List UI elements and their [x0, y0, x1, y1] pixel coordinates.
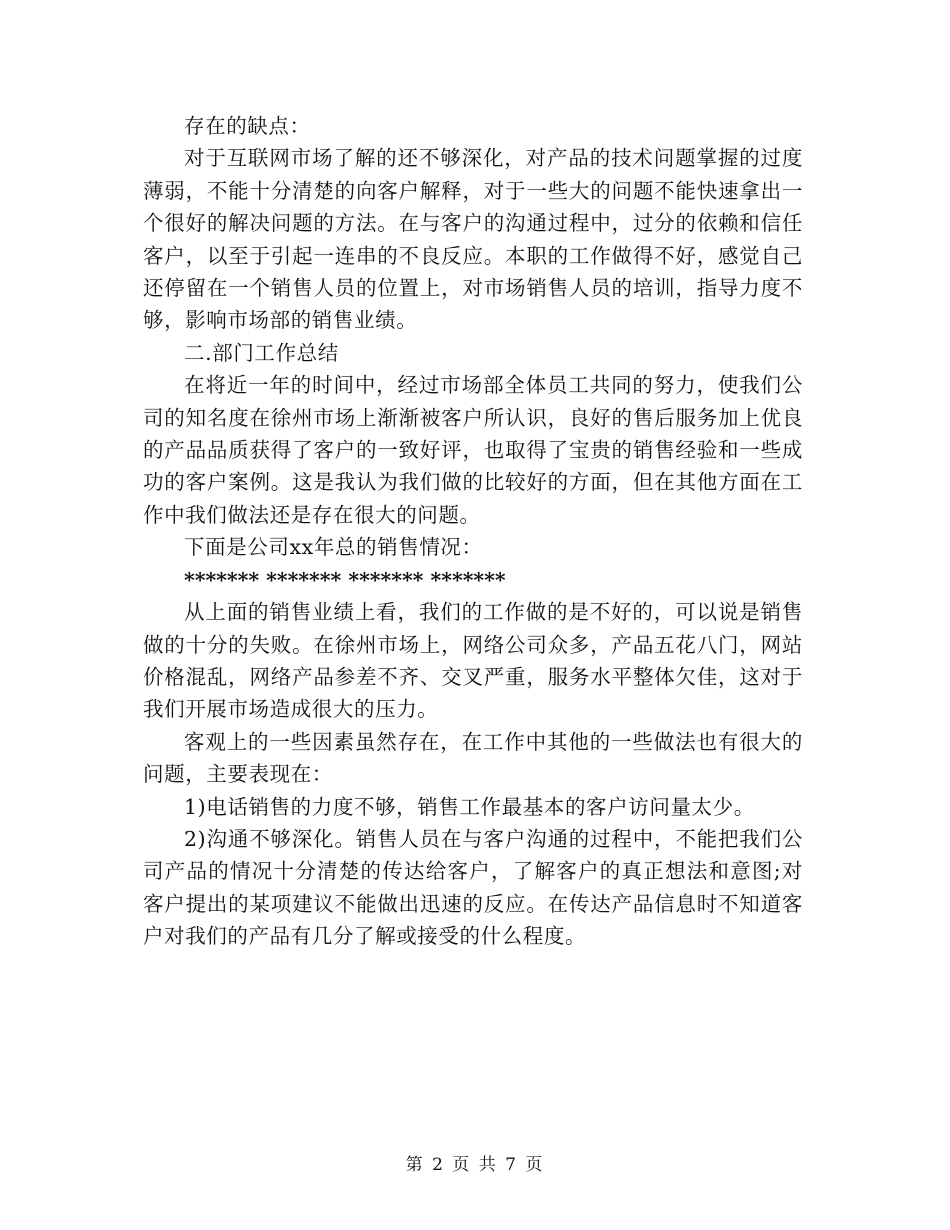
- paragraph-sales-intro: 下面是公司xx年总的销售情况：: [184, 535, 483, 560]
- paragraph-objective-factors: 客观上的一些因素虽然存在，在工作中其他的一些做法也有很大的问题，主要表现在：: [143, 729, 803, 787]
- paragraph-department-summary: 在将近一年的时间中，经过市场部全体员工共同的努力，使我们公司的知名度在徐州市场上渐渐被客户所认识，良好的售后服务加上优良的产品品质获得了客户的一致好评，也取得了宝贵的销售经验和一些成功的客户案例。这是我认为我们做的比较好的方面，但在其他方面在工作中我们做法还是存在很大的问题。: [143, 373, 803, 527]
- document-body: [143, 110, 803, 953]
- masked-sales-figures: ******* ******* ******* *******: [184, 567, 506, 592]
- list-item-communication: 2)沟通不够深化。销售人员在与客户沟通的过程中，不能把我们公司产品的情况十分清楚的传达给客户，了解客户的真正想法和意图;对客户提出的某项建议不能做出迅速的反应。在传达产品信息时不知道客户对我们的产品有几分了解或接受的什么程度。: [143, 826, 803, 949]
- list-item-phone-sales: 1)电话销售的力度不够，销售工作最基本的客户访问量太少。: [184, 794, 755, 819]
- page-number-footer: 第 2 页 共 7 页: [405, 1155, 545, 1175]
- paragraph-sales-analysis: 从上面的销售业绩上看，我们的工作做的是不好的，可以说是销售做的十分的失败。在徐州市场上，网络公司众多，产品五花八门，网站价格混乱，网络产品参差不齐、交叉严重，服务水平整体欠佳，这对于我们开展市场造成很大的压力。: [143, 600, 803, 722]
- paragraph-shortcomings-detail: 对于互联网市场了解的还不够深化，对产品的技术问题掌握的过度薄弱，不能十分清楚的向客户解释，对于一些大的问题不能快速拿出一个很好的解决问题的方法。在与客户的沟通过程中，过分的依赖和信任客户，以至于引起一连串的不良反应。本职的工作做得不好，感觉自己还停留在一个销售人员的位置上，对市场销售人员的培训，指导力度不够，影响市场部的销售业绩。: [143, 146, 803, 333]
- paragraph-shortcomings-heading: 存在的缺点：: [184, 114, 311, 138]
- section-heading-department-summary: 二.部门工作总结: [184, 340, 339, 365]
